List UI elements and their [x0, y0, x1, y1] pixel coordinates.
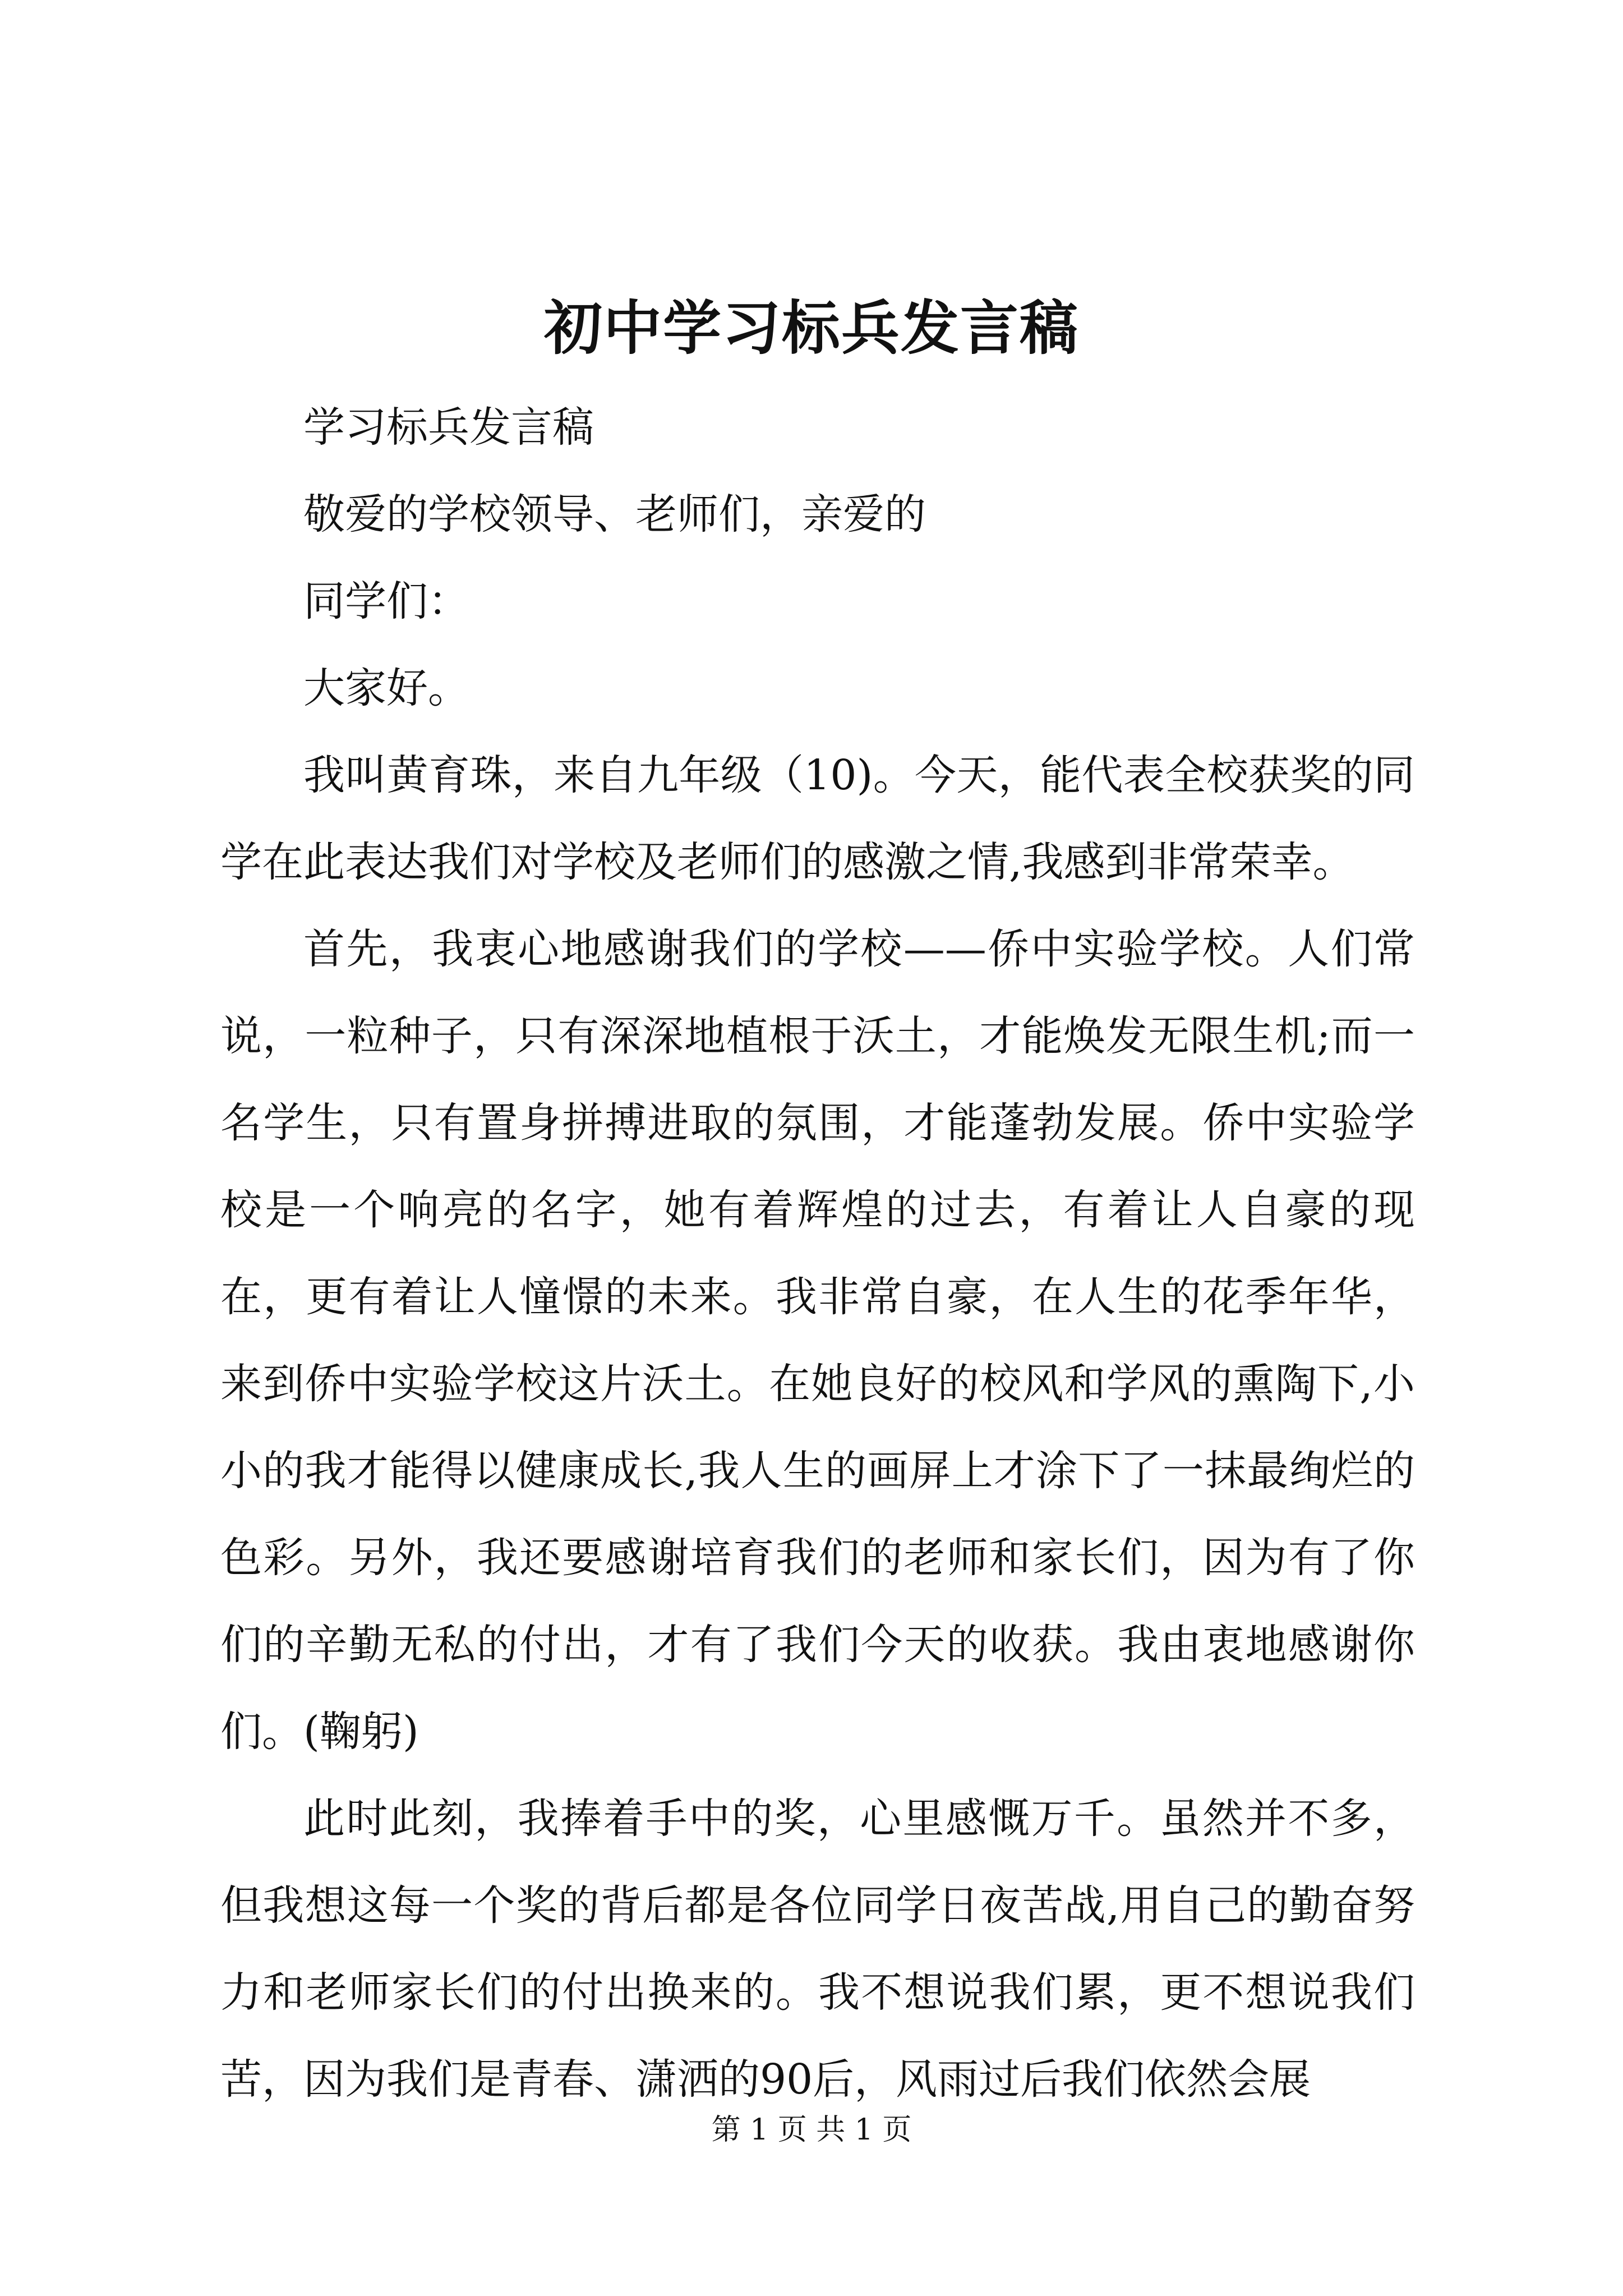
- paragraph-salutation-cont: 同学们：: [303, 577, 469, 625]
- document-title: 初中学习标兵发言稿: [543, 293, 1079, 362]
- paragraph-intro: 我叫黄育珠，来自九年级（10)。今天，能代表全校获奖的同学在此表达我们对学校及老师们的感激之情,我感到非常荣幸。: [220, 751, 1415, 886]
- paragraph-thanks: 首先，我衷心地感谢我们的学校——侨中实验学校。人们常说，一粒种子，只有深深地植根于沃土，才能焕发无限生机;而一名学生，只有置身拼搏进取的氛围，才能蓬勃发展。侨中实验学校是一个响亮的名字，她有着辉煌的过去，有着让人自豪的现在，更有着让人憧憬的未来。我非常自豪，在人生的花季年华，来到侨中实验学校这片沃土。在她良好的校风和学风的熏陶下,小小的我才能得以健康成长,我人生的画屏上才涂下了一抹最绚烂的色彩。另外，我还要感谢培育我们的老师和家长们，因为有了你们的辛勤无私的付出，才有了我们今天的收获。我由衷地感谢你们。(鞠躬): [220, 925, 1415, 1756]
- paragraph-heading: 学习标兵发言稿: [303, 403, 594, 452]
- document-body: [220, 384, 1415, 2123]
- page-footer: 第 1 页 共 1 页: [711, 2113, 912, 2147]
- paragraph-greeting: 大家好。: [303, 664, 469, 712]
- paragraph-salutation: 敬爱的学校领导、老师们，亲爱的: [303, 490, 926, 539]
- paragraph-reflection: 此时此刻，我捧着手中的奖，心里感慨万千。虽然并不多，但我想这每一个奖的背后都是各位同学日夜苦战,用自己的勤奋努力和老师家长们的付出换来的。我不想说我们累，更不想说我们苦，因为我们是青春、潇洒的90后，风雨过后我们依然会展: [220, 1795, 1415, 2104]
